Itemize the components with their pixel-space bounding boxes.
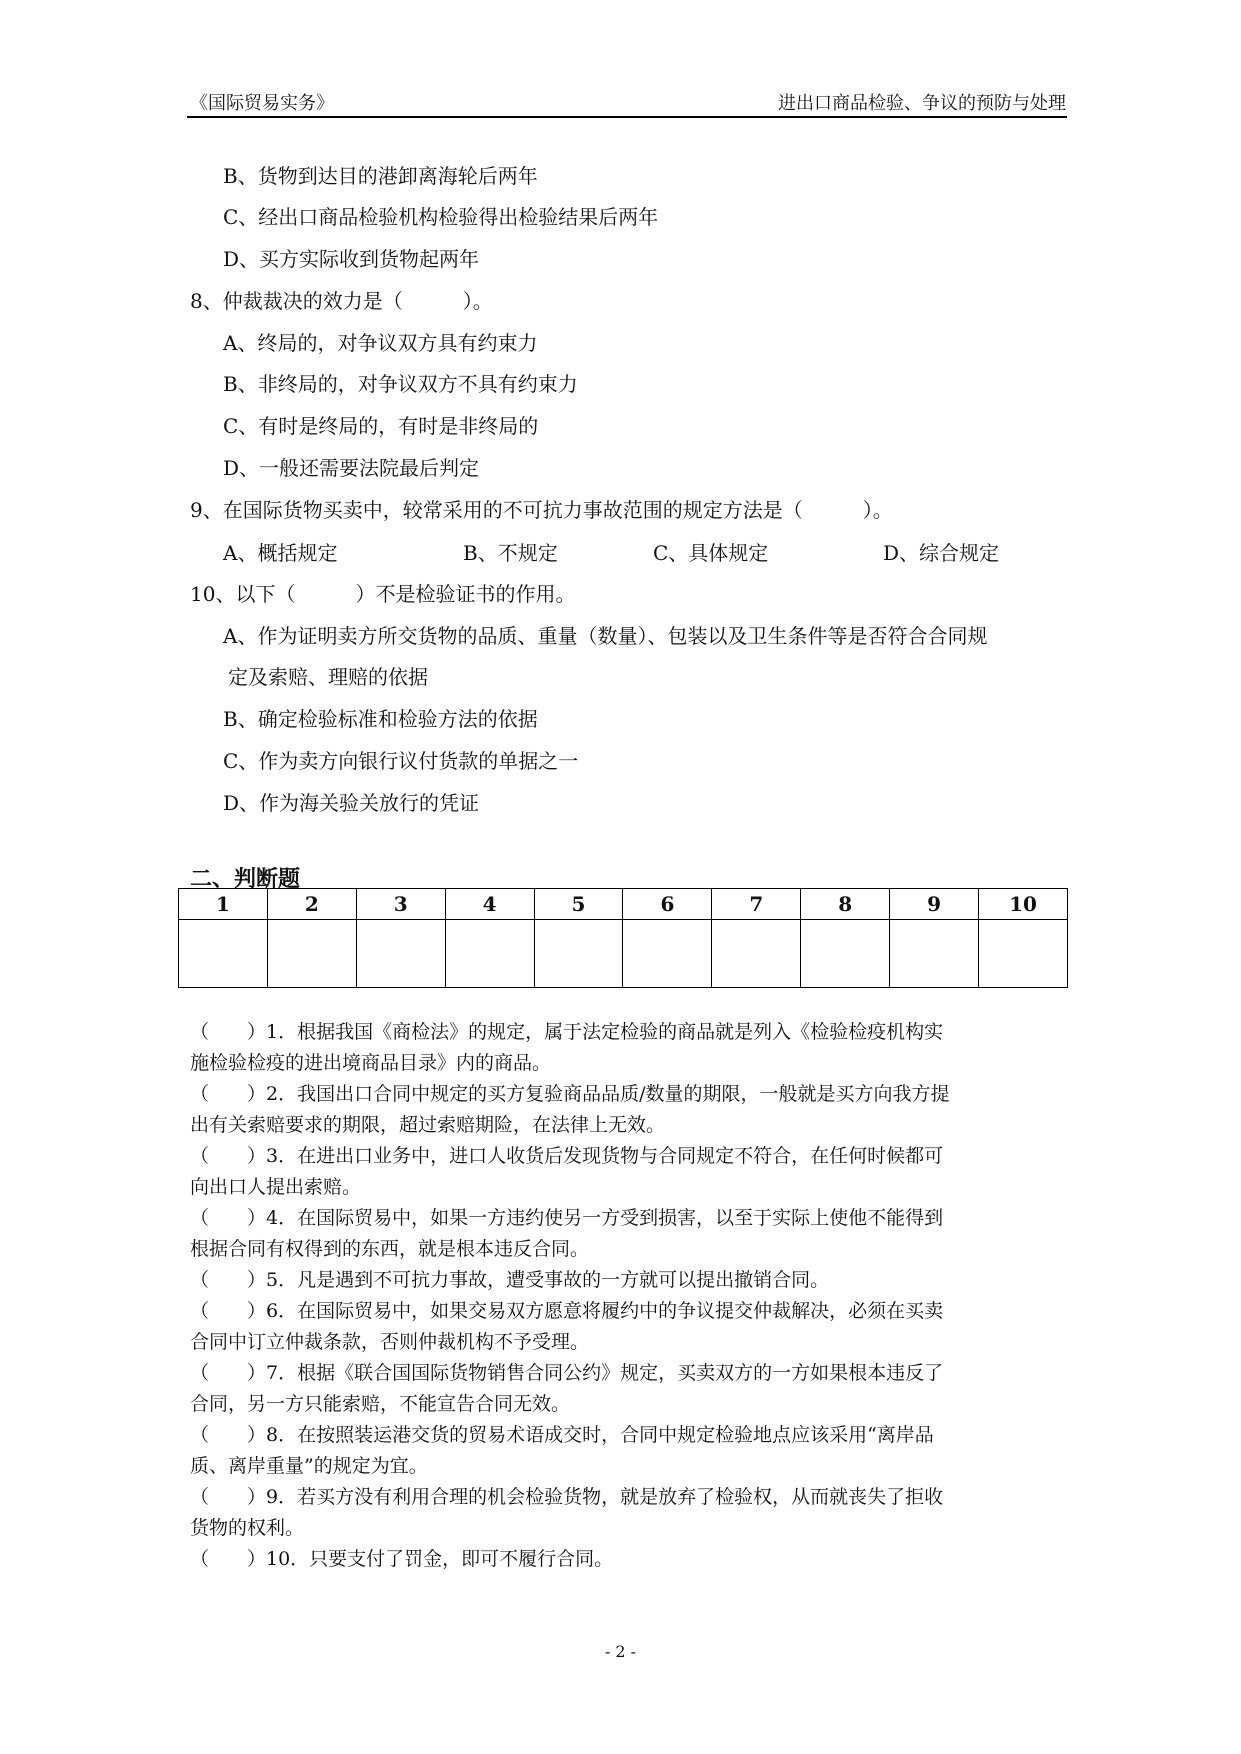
answer-col-header: 8 <box>801 889 890 920</box>
section-title-judgment: 二、判断题 <box>190 867 301 892</box>
judgment-line: （ ）1．根据我国《商检法》的规定，属于法定检验的商品就是列入《检验检疫机构实 <box>190 1021 944 1043</box>
judgment-line: （ ）9．若买方没有利用合理的机会检验货物，就是放弃了检验权，从而就丧失了拒收 <box>190 1486 944 1508</box>
q7-option-d: D、买方实际收到货物起两年 <box>223 247 480 271</box>
q7-option-b: B、货物到达目的港卸离海轮后两年 <box>223 164 538 188</box>
judgment-line: （ ）8．在按照装运港交货的贸易术语成交时，合同中规定检验地点应该采用“离岸品 <box>190 1424 934 1446</box>
q9-option-d: D、综合规定 <box>883 541 1000 565</box>
answer-cell-4[interactable] <box>445 920 534 988</box>
answer-col-header: 10 <box>979 889 1068 920</box>
q9-option-b: B、不规定 <box>463 541 558 565</box>
judgment-line: 出有关索赔要求的期限，超过索赔期险，在法律上无效。 <box>190 1114 666 1136</box>
answer-col-header: 4 <box>445 889 534 920</box>
answer-col-header: 9 <box>890 889 979 920</box>
answer-cell-10[interactable] <box>979 920 1068 988</box>
answer-col-header: 7 <box>712 889 801 920</box>
judgment-line: （ ）6．在国际贸易中，如果交易双方愿意将履约中的争议提交仲裁解决，必须在买卖 <box>190 1300 944 1322</box>
judgment-line: （ ）7．根据《联合国国际货物销售合同公约》规定，买卖双方的一方如果根本违反了 <box>190 1362 944 1384</box>
header-book-title: 《国际贸易实务》 <box>190 93 334 114</box>
page-number: - 2 - <box>604 1642 637 1661</box>
q9-stem: 9、在国际货物买卖中，较常采用的不可抗力事故范围的规定方法是（ ）。 <box>190 498 893 522</box>
answer-col-header: 1 <box>179 889 268 920</box>
answer-col-header: 2 <box>267 889 356 920</box>
q9-option-c: C、具体规定 <box>653 541 769 565</box>
answer-cell-3[interactable] <box>356 920 445 988</box>
q10-stem: 10、以下（ ）不是检验证书的作用。 <box>190 582 576 606</box>
judgment-line: 向出口人提出索赔。 <box>190 1176 362 1198</box>
q8-option-a: A、终局的，对争议双方具有约束力 <box>223 331 538 355</box>
q10-option-d: D、作为海关验关放行的凭证 <box>223 791 480 815</box>
q10-option-a: A、作为证明卖方所交货物的品质、重量（数量）、包装以及卫生条件等是否符合合同规 <box>223 624 988 648</box>
q10-option-a-continued: 定及索赔、理赔的依据 <box>228 665 428 689</box>
q8-option-d: D、一般还需要法院最后判定 <box>223 456 480 480</box>
q10-option-c: C、作为卖方向银行议付货款的单据之一 <box>223 749 579 773</box>
answer-cell-9[interactable] <box>890 920 979 988</box>
q10-option-b: B、确定检验标准和检验方法的依据 <box>223 707 538 731</box>
judgment-line: 合同，另一方只能索赔，不能宣告合同无效。 <box>190 1393 571 1415</box>
judgment-line: 货物的权利。 <box>190 1517 305 1539</box>
q8-stem: 8、仲裁裁决的效力是（ ）。 <box>190 289 493 313</box>
q8-option-c: C、有时是终局的，有时是非终局的 <box>223 414 539 438</box>
q8-option-b: B、非终局的，对争议双方不具有约束力 <box>223 372 578 396</box>
judgment-line: 质、离岸重量”的规定为宜。 <box>190 1455 428 1477</box>
answer-col-header: 3 <box>356 889 445 920</box>
answer-col-header: 5 <box>534 889 623 920</box>
judgment-line: （ ）5．凡是遇到不可抗力事故，遭受事故的一方就可以提出撤销合同。 <box>190 1269 830 1291</box>
judgment-line: （ ）2．我国出口合同中规定的买方复验商品品质/数量的期限，一般就是买方向我方提 <box>190 1083 950 1105</box>
answer-table-blank-row <box>179 920 1068 988</box>
answer-table <box>178 888 1068 988</box>
answer-cell-8[interactable] <box>801 920 890 988</box>
answer-cell-1[interactable] <box>179 920 268 988</box>
judgment-line: 根据合同有权得到的东西，就是根本违反合同。 <box>190 1238 590 1260</box>
answer-col-header: 6 <box>623 889 712 920</box>
q9-option-a: A、概括规定 <box>223 541 338 565</box>
judgment-line: （ ）4．在国际贸易中，如果一方违约使另一方受到损害，以至于实际上使他不能得到 <box>190 1207 944 1229</box>
q7-option-c: C、经出口商品检验机构检验得出检验结果后两年 <box>223 205 659 229</box>
judgment-line: （ ）10．只要支付了罚金，即可不履行合同。 <box>190 1548 614 1570</box>
answer-cell-7[interactable] <box>712 920 801 988</box>
header-rule <box>187 116 1067 118</box>
answer-cell-2[interactable] <box>267 920 356 988</box>
judgment-line: 施检验检疫的进出境商品目录》内的商品。 <box>190 1052 552 1074</box>
judgment-line: 合同中订立仲裁条款，否则仲裁机构不予受理。 <box>190 1331 590 1353</box>
answer-cell-5[interactable] <box>534 920 623 988</box>
answer-table-header-row <box>179 889 1068 920</box>
judgment-line: （ ）3．在进出口业务中，进口人收货后发现货物与合同规定不符合，在任何时候都可 <box>190 1145 944 1167</box>
answer-cell-6[interactable] <box>623 920 712 988</box>
header-chapter-title: 进出口商品检验、争议的预防与处理 <box>778 93 1066 114</box>
